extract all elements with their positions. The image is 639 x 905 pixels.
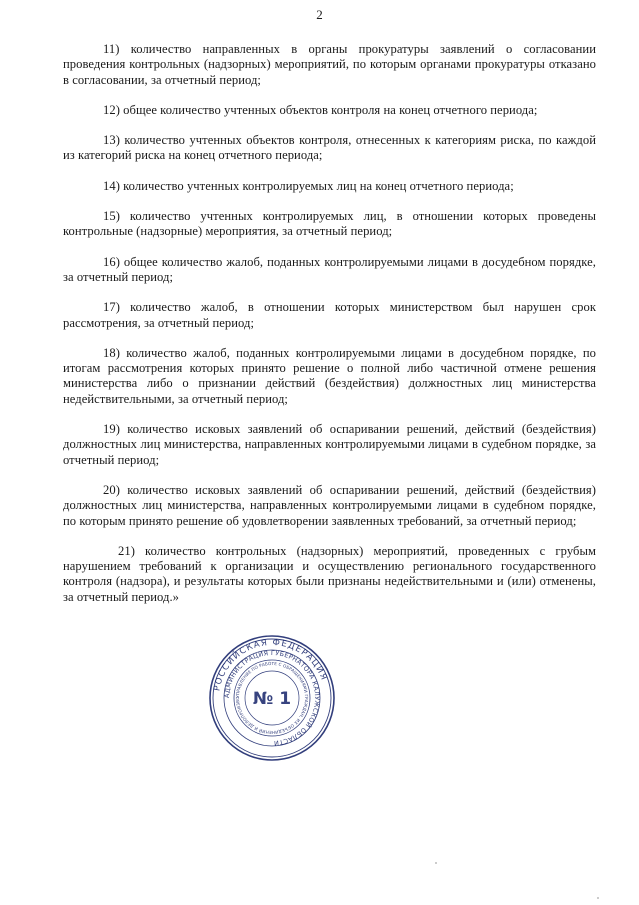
paragraph-16: 16) общее количество жалоб, поданных контролируемыми лицами в досудебном порядке, за отчетный период; bbox=[63, 254, 596, 284]
paragraph-20: 20) количество исковых заявлений об оспаривании решений, действий (бездействия) должностных лиц министерства, направленных контролируемыми лицами в судебном порядке, по которым принято решение об удовлетворении заявленных требований, за отчетный период; bbox=[63, 482, 596, 528]
paragraph-19: 19) количество исковых заявлений об оспаривании решений, действий (бездействия) должностных лиц министерства, направленных контролируемыми лицами в судебном порядке, за отчетный период; bbox=[63, 422, 596, 467]
paragraph-13: 13) количество учтенных объектов контроля, отнесенных к категориям риска, по каждой из категорий риска на конец отчетного периода; bbox=[63, 133, 596, 163]
paragraph-21: 21) количество контрольных (надзорных) мероприятий, проведенных с грубым нарушением требований к организации и осуществлению регионального государственного контроля (надзора), и результаты которых были признаны недействительными и (или) отменены, за отчетный период.» bbox=[63, 543, 596, 604]
stamp-seal bbox=[208, 634, 336, 762]
svg-text:УПРАВЛЕНИЕ ПО РАБОТЕ С ОБРАЩЕН: УПРАВЛЕНИЕ ПО РАБОТЕ С ОБРАЩЕНИЯМИ ГРАЖДАН, ИХ ОБЪЕДИНЕНИЙ И ДЕЛОПРОИЗВО bbox=[234, 660, 310, 736]
paragraph-11: 11) количество направленных в органы прокуратуры заявлений о согласовании проведения контрольных (надзорных) мероприятий, по которым органами прокуратуры отказано в согласовании, за отчетный период; bbox=[63, 42, 596, 87]
svg-text:АДМИНИСТРАЦИЯ ГУБЕРНАТОРА КАЛУ: АДМИНИСТРАЦИЯ ГУБЕРНАТОРА КАЛУЖСКОЙ ОБЛАСТИ bbox=[222, 648, 322, 748]
document-body bbox=[63, 42, 596, 620]
paragraph-14: 14) количество учтенных контролируемых лиц на конец отчетного периода; bbox=[103, 178, 514, 193]
svg-text:№ 1: № 1 bbox=[252, 689, 292, 709]
svg-text:РОССИЙСКАЯ ФЕДЕРАЦИЯ: РОССИЙСКАЯ ФЕДЕРАЦИЯ bbox=[212, 637, 329, 692]
paragraph-12: 12) общее количество учтенных объектов контроля на конец отчетного периода; bbox=[103, 102, 538, 117]
page-number: 2 bbox=[316, 7, 323, 22]
paragraph-17: 17) количество жалоб, в отношении которых министерством был нарушен срок рассмотрения, за отчетный период; bbox=[63, 300, 596, 330]
paragraph-18: 18) количество жалоб, поданных контролируемыми лицами в досудебном порядке, по итогам рассмотрения которых принято решение о полной либо частичной отмене решения министерства либо о признании действий (бездействия) должностных лиц министерства недействительными, за отчетный период; bbox=[63, 345, 596, 406]
scan-speck bbox=[435, 862, 437, 864]
scan-speck bbox=[597, 897, 599, 899]
paragraph-15: 15) количество учтенных контролируемых лиц, в отношении которых проведены контрольные (надзорные) мероприятия, за отчетный период; bbox=[63, 209, 596, 239]
official-stamp bbox=[208, 634, 336, 762]
